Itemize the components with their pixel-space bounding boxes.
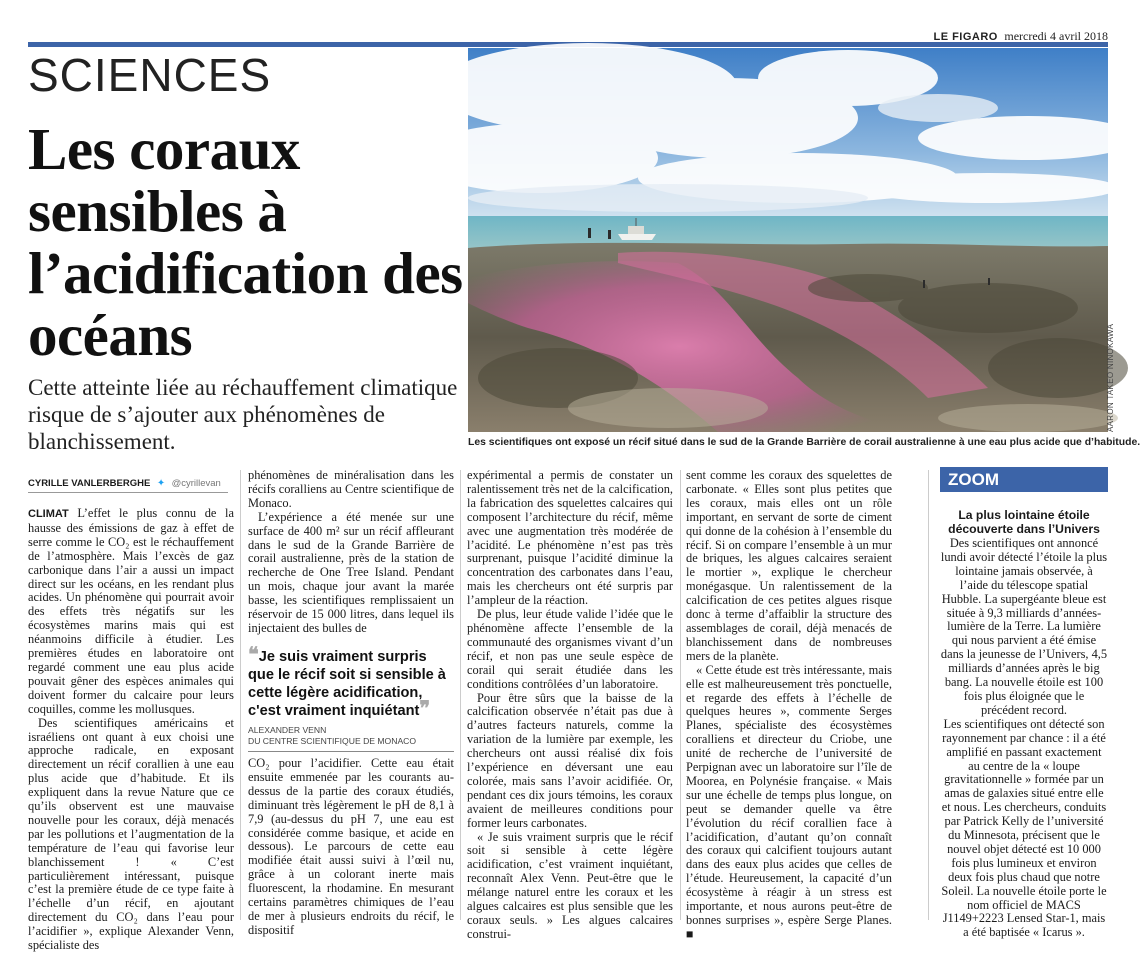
open-quote-icon: ❝ [248, 642, 259, 666]
article-paragraph: CO₂ pour l’acidifier. Cette eau était ensuite emmenée par les courants au-dessus de la partie des coraux étudiés, diminuant très légèrement le pH de 8,1 à 7,9 (au-dessus du pH 7, une eau est considérée comme basique, et acide en dessous). Le parcours de cette eau modifiée était aussi suivi à l’œil nu, grâce à un colorant inerte mais fluorescent, la rhodamine. En mesurant certains paramètres chimiques de l’eau de mer à plusieurs endroits du récif, le dispositif [248, 756, 454, 937]
issue-date: mercredi 4 avril 2018 [1004, 29, 1108, 43]
column-rule [460, 470, 461, 920]
author-twitter-handle: @cyrillevan [171, 478, 221, 489]
zoom-title: La plus lointaine étoile découverte dans l’Univers [948, 508, 1100, 536]
article-paragraph: phénomènes de minéralisation dans les récifs coralliens au Centre scientifique de Monaco. [248, 468, 454, 510]
article-paragraph: Des scientifiques américains et israéliens ont quant à eux choisi une approche radicale, en exposant directement un récif corallien à une eau plus acide que d’habitude. Et ils expliquent dans la revue Nature que ce qu’ils observent est une mauvaise nouvelle pour les coraux, déjà menacés par les pollutions et l’augmentation de la température de l’eau qui favorise leur blanchissement ! « C’est particulièrement intéressant, puisque c’est la première étude de ce type faite à l’échelle d’un récif, en ajoutant directement du CO₂ dans l’eau pour l’acidifier », explique Alexander Venn, spécialiste des [28, 715, 234, 953]
article-paragraph: De plus, leur étude valide l’idée que le phénomène affecte l’ensemble de la communauté des organismes vivant d’un récif, et non pas une seule espèce de corail qui serait étudiée dans les conditions contrôlées d’un laboratoire. [467, 607, 673, 691]
pull-quote-affiliation: DU CENTRE SCIENTIFIQUE DE MONACO [248, 736, 417, 746]
article-paragraph: L’expérience a été menée sur une surface de 400 m² sur un récif affleurant dans le sud de la Grande Barrière de corail australienne, près de la station de recherche de One Tree Island. Pendant un mois, chaque jour avant la marée basse, les scientifiques remplissaient un réservoir de 15 000 litres, dans lequel ils injectaient des bulles de [248, 509, 454, 635]
masthead [933, 29, 1108, 44]
zoom-label: ZOOM [940, 467, 1108, 492]
article-column-3 [467, 469, 673, 942]
column-rule [928, 470, 929, 920]
photo-caption: Les scientifiques ont exposé un récif situé dans le sud de la Grande Barrière de corail australienne à une eau plus acide que d’habitude. [468, 437, 1140, 448]
reef-photo [468, 48, 1108, 432]
zoom-sidebar [940, 508, 1108, 940]
pull-quote-attribution [248, 725, 454, 747]
author-name: CYRILLE VANLERBERGHE [28, 478, 151, 489]
pull-quote-author: ALEXANDER VENN [248, 725, 327, 735]
column-rule [240, 470, 241, 920]
newspaper-name: LE FIGARO [933, 31, 998, 43]
zoom-paragraph: Des scientifiques ont annoncé lundi avoir détecté l’étoile la plus lointaine jamais observée, à l’aide du télescope spatial Hubble. La supergéante bleue est située à 9,3 milliards d’années-lumière de la Terre. La lumière qui nous parvient a été émise dans la jeunesse de l’Univers, 4,5 milliards d’années après le big bang. La nouvelle étoile est 100 fois plus éloignée que le précédent record. [940, 536, 1108, 717]
article-column-1 [28, 507, 234, 953]
article-paragraph: Pour être sûrs que la baisse de la calcification observée n’était pas due à d’autres facteurs naturels, comme la variation de la lumière par exemple, les chercheurs ont aussi réalisé dix fois l’expérience en déversant une eau colorée, mais sans l’avoir acidifiée. Or, pendant ces dix jours témoins, les coraux avaient de meilleures conditions pour former leurs carbonates. [467, 690, 673, 830]
column-rule [680, 470, 681, 920]
pull-quote-rule [248, 751, 454, 752]
article-paragraph: sent comme les coraux des squelettes de carbonate. « Elles sont plus petites que les coraux, mais elles ont un rôle important, en servant de sorte de ciment qui donne de la cohésion à l’ensemble du récif. Si on compare l’ensemble à un mur de briques, les algues calcaires seraient le mortier », explique le chercheur monégasque. Un ralentissement de la calcification de ces petites algues risque donc à terme d’affaiblir la structure des assemblages de corail, déjà menacés de blanchissement dans de nombreuses mers de la planète. [686, 468, 892, 663]
pull-quote [248, 642, 454, 752]
headline: Les coraux sensibles à l’acidification des océans [28, 116, 463, 368]
pull-quote-text: Je suis vraiment surpris que le récif soit si sensible à cette légère acidification, c'est vraiment inquiétant [248, 649, 446, 719]
article-paragraph: « Cette étude est très intéressante, mais elle est malheureusement très ponctuelle, et regarde des effets à l’échelle de quelques heures », commente Serges Planes, spécialiste des écosystèmes coralliens et directeur du Criobe, une unité de recherche de l’université de Perpignan avec un laboratoire sur l’île de Moorea, en Polynésie française. « Mais sur une échelle de temps plus longue, on peut se demander quelle va être l’évolution du récif corallien face à l’acidification, d’autant qu’on connaît des coraux qui calcifient toujours autant dans des eaux plus acides que celles de l’étude. Heureusement, la capacité d’un écosystème à réagir à un stress est importante, et nous aurons peut-être de bonnes surprises », espère Serge Planes. ■ [686, 662, 892, 941]
article-column-2-continued [248, 757, 454, 938]
article-paragraph: expérimental a permis de constater un ralentissement très net de la calcification, la fabrication des squelettes calcaires qui composent l’architecture du récif, même avec une augmentation très modérée de l’acidité. Le phénomène n’est pas très surprenant, puisque l’acidité diminue la concentration des carbonates dans l’eau, mais les chercheurs ont été surpris par l’ampleur de la réaction. [467, 468, 673, 608]
close-quote-icon: ❞ [419, 696, 431, 720]
article-paragraph: « Je suis vraiment surpris que le récif soit si sensible à cette légère acidification, c’est vraiment inquiétant, reconnaît Alex Venn. Peut-être que le mélange naturel entre les coraux et les algues calcaires est plus sensible que les coraux seuls. » Les algues calcaires construi- [467, 829, 673, 941]
article-paragraph: CLIMAT L’effet le plus connu de la hausse des émissions de gaz à effet de serre comme le CO₂ est le réchauffement de l’atmosphère. Mais l’excès de gaz carbonique dans l’air a aussi un impact direct sur les océans, en les rendant plus acides. Un phénomène qui pourrait avoir des effets très négatifs sur les écosystèmes marins mais qui est néanmoins difficile à étudier. Les premières études en laboratoire ont regardé comment une eau plus acide pouvait gêner des espèces animales qui doivent former du calcaire pour leurs coquilles, comme les mollusques. [28, 506, 234, 716]
article-kicker: CLIMAT [28, 508, 69, 520]
twitter-bird-icon: ✦ [156, 478, 166, 489]
reef-photo-illustration [468, 48, 1108, 432]
article-column-2 [248, 469, 454, 636]
zoom-paragraph: Les scientifiques ont détecté son rayonnement par chance : il a été amplifié en passant exactement au centre de la « loupe gravitationnelle » formée par un amas de galaxies situé entre elle et nous. Les chercheurs, conduits par Patrick Kelly de l’université du Minnesota, précisent que le nouvel objet détecté est 10 000 fois plus lumineux et environ deux fois plus chaud que notre Soleil. La nouvelle étoile porte le nom officiel de MACS J1149+2223 Lensed Star-1, mais a été baptisée « Icarus ». [941, 716, 1107, 940]
byline [28, 478, 228, 493]
deck: Cette atteinte liée au réchauffement climatique risque de s’ajouter aux phénomènes de blanchissement. [28, 375, 458, 454]
photo-credit: AARON TAKEO NINOKAWA [1106, 323, 1115, 432]
section-title: SCIENCES [28, 49, 272, 101]
article-column-4 [686, 469, 892, 942]
